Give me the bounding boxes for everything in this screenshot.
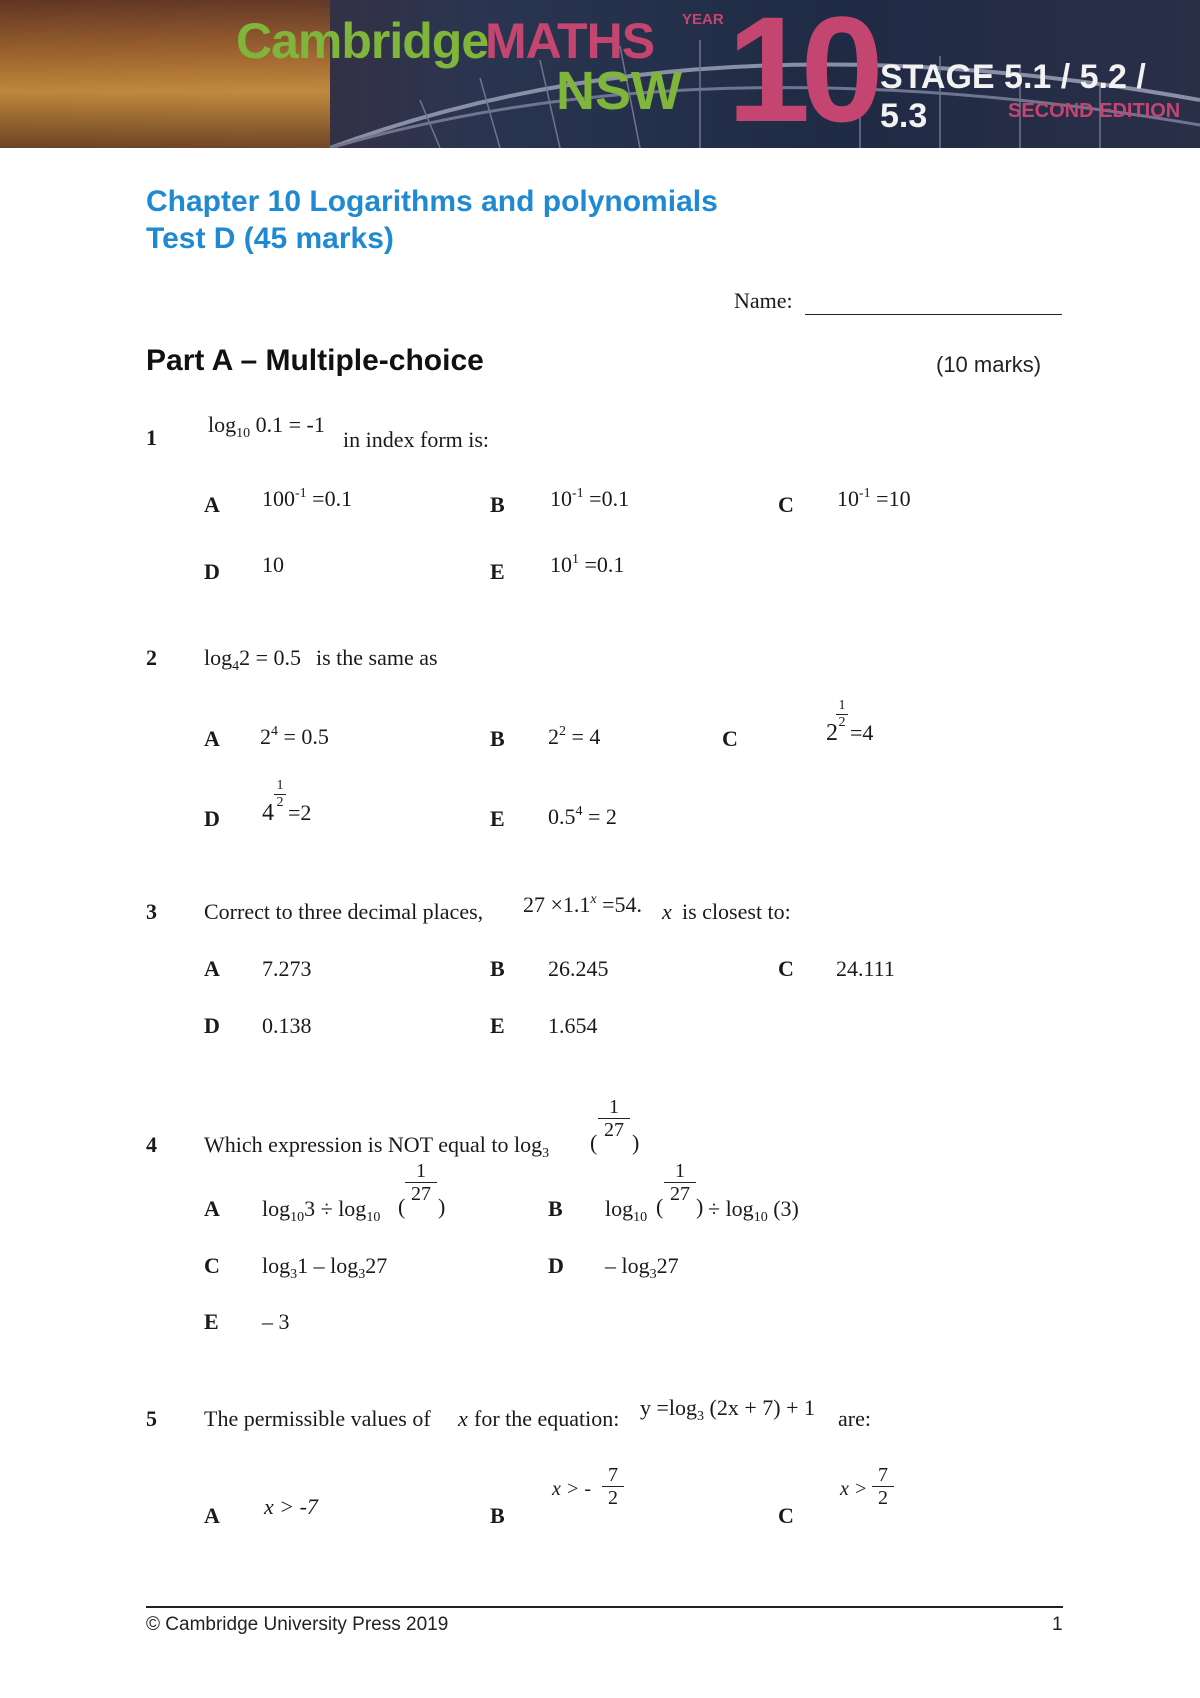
question-text: is the same as bbox=[316, 645, 438, 670]
option-e[interactable]: 1.654 bbox=[548, 1013, 598, 1038]
option-a[interactable]: $2^4 = 0.5$ bbox=[260, 724, 329, 749]
paren-close: ) bbox=[696, 1194, 704, 1219]
option-b-fraction: 7 2 bbox=[602, 1464, 624, 1509]
option-b-pre: $\log_{10}$ bbox=[605, 1196, 648, 1225]
question-expression: $\log_{10} 0.1 = -1$ bbox=[208, 412, 325, 441]
brand-maths: MATHS bbox=[485, 13, 655, 69]
option-a-fraction: 1 27 bbox=[405, 1160, 437, 1205]
question-text-after: are: bbox=[838, 1406, 871, 1431]
edition-label: SECOND EDITION bbox=[1008, 100, 1181, 122]
option-d[interactable]: 0.138 bbox=[262, 1013, 312, 1038]
option-e[interactable]: $10^1 =0.1$ bbox=[550, 552, 625, 577]
question-text: Which expression is NOT equal to $\log_3$ bbox=[204, 1132, 550, 1161]
question-text: in index form is: bbox=[343, 427, 490, 452]
option-a-letter: A bbox=[204, 492, 220, 517]
option-c-letter: C bbox=[778, 492, 794, 517]
option-c-pre: x > bbox=[840, 1478, 868, 1500]
question-number: 2 bbox=[146, 645, 157, 670]
chapter-title: Chapter 10 Logarithms and polynomials bbox=[146, 185, 718, 218]
option-b-post: ÷ $\log_{10} (3)$ bbox=[708, 1196, 799, 1225]
option-e-letter: E bbox=[490, 806, 505, 831]
option-b[interactable]: $10^{-1} =0.1$ bbox=[550, 486, 630, 511]
option-e[interactable]: $0.5^4 = 2$ bbox=[548, 804, 617, 829]
option-e-letter: E bbox=[204, 1309, 219, 1334]
paren-open: ( bbox=[590, 1130, 598, 1155]
question-number: 5 bbox=[146, 1406, 157, 1431]
question-text-before: Correct to three decimal places, bbox=[204, 899, 484, 924]
option-c-letter: C bbox=[778, 956, 794, 981]
option-c-base: 2 bbox=[826, 720, 838, 746]
option-c-letter: C bbox=[778, 1503, 794, 1528]
question-number: 1 bbox=[146, 425, 157, 450]
stage-label: STAGE 5.1 / 5.2 / 5.3 bbox=[880, 58, 1146, 135]
option-b-letter: B bbox=[548, 1196, 563, 1221]
option-a-letter: A bbox=[204, 1503, 220, 1528]
question-text-after: is closest to: bbox=[682, 899, 791, 924]
question-variable: x bbox=[662, 899, 672, 924]
option-e[interactable]: – 3 bbox=[262, 1309, 290, 1334]
part-title: Part A – Multiple-choice bbox=[146, 344, 484, 377]
option-d-exponent: 1 2 bbox=[274, 778, 286, 811]
option-b[interactable]: $2^2 = 4$ bbox=[548, 724, 601, 749]
option-d[interactable]: – $\log_327$ bbox=[605, 1253, 679, 1282]
option-b-letter: B bbox=[490, 492, 505, 517]
question-expression: $y =\log_3$ (2x + 7) + 1 bbox=[640, 1395, 815, 1424]
question-number: 3 bbox=[146, 899, 157, 924]
option-c[interactable]: $\log_31 - \log_327$ bbox=[262, 1253, 388, 1282]
option-d[interactable]: 10 bbox=[262, 552, 284, 577]
option-c-letter: C bbox=[722, 726, 738, 751]
option-a-text: $\log_{10}3 \div \log_{10}$ bbox=[262, 1196, 381, 1225]
name-label: Name: bbox=[734, 288, 793, 313]
option-b-fraction: 1 27 bbox=[664, 1160, 696, 1205]
option-a[interactable]: 7.273 bbox=[262, 956, 312, 981]
option-e-letter: E bbox=[490, 1013, 505, 1038]
test-title: Test D (45 marks) bbox=[146, 222, 394, 255]
footer-rule bbox=[146, 1606, 1063, 1608]
brand-year: YEAR bbox=[682, 11, 724, 28]
option-d-letter: D bbox=[204, 806, 220, 831]
option-d-letter: D bbox=[204, 559, 220, 584]
paren-open: ( bbox=[656, 1194, 664, 1219]
option-a[interactable]: $100^{-1} =0.1$ bbox=[262, 486, 353, 511]
option-b-letter: B bbox=[490, 1503, 505, 1528]
header-banner bbox=[0, 0, 1200, 148]
option-c-rest: =4 bbox=[850, 720, 874, 745]
chapter-heading bbox=[146, 183, 718, 257]
option-a[interactable]: x > -7 bbox=[264, 1494, 318, 1519]
question-text-mid: for the equation: bbox=[474, 1406, 620, 1431]
option-b-letter: B bbox=[490, 956, 505, 981]
question-text-before: The permissible values of bbox=[204, 1406, 431, 1431]
option-c-exponent: 1 2 bbox=[836, 698, 848, 731]
option-b-letter: B bbox=[490, 726, 505, 751]
question-expression: $\log_42 = 0.5$ bbox=[204, 645, 302, 674]
brand-nsw: NSW bbox=[556, 61, 682, 121]
option-c-fraction: 7 2 bbox=[872, 1464, 894, 1509]
name-field[interactable] bbox=[805, 314, 1062, 315]
question-fraction: 1 27 bbox=[598, 1096, 630, 1141]
paren-close: ) bbox=[438, 1194, 446, 1219]
question-variable: x bbox=[458, 1406, 468, 1431]
option-d-base: 4 bbox=[262, 800, 274, 826]
option-c-letter: C bbox=[204, 1253, 220, 1278]
paren-close: ) bbox=[632, 1130, 640, 1155]
option-b-pre: x > - bbox=[552, 1478, 592, 1500]
footer-copyright: © Cambridge University Press 2019 bbox=[146, 1614, 449, 1635]
option-c[interactable]: 24.111 bbox=[836, 956, 895, 981]
option-b[interactable]: 26.245 bbox=[548, 956, 609, 981]
brand-cambridge: Cambridge bbox=[236, 13, 489, 69]
option-d-letter: D bbox=[204, 1013, 220, 1038]
question-number: 4 bbox=[146, 1132, 157, 1157]
option-a-letter: A bbox=[204, 956, 220, 981]
option-d-rest: =2 bbox=[288, 800, 312, 825]
option-d-letter: D bbox=[548, 1253, 564, 1278]
brand-year-number: 10 bbox=[727, 0, 874, 148]
part-marks: (10 marks) bbox=[936, 352, 1042, 377]
option-a-letter: A bbox=[204, 726, 220, 751]
option-e-letter: E bbox=[490, 559, 505, 584]
paren-open: ( bbox=[398, 1194, 406, 1219]
option-a-letter: A bbox=[204, 1196, 220, 1221]
option-c[interactable]: $10^{-1} =10$ bbox=[837, 486, 911, 511]
question-expression: $27 \times 1.1^x =54$. bbox=[523, 892, 643, 917]
page-number: 1 bbox=[1052, 1614, 1063, 1635]
